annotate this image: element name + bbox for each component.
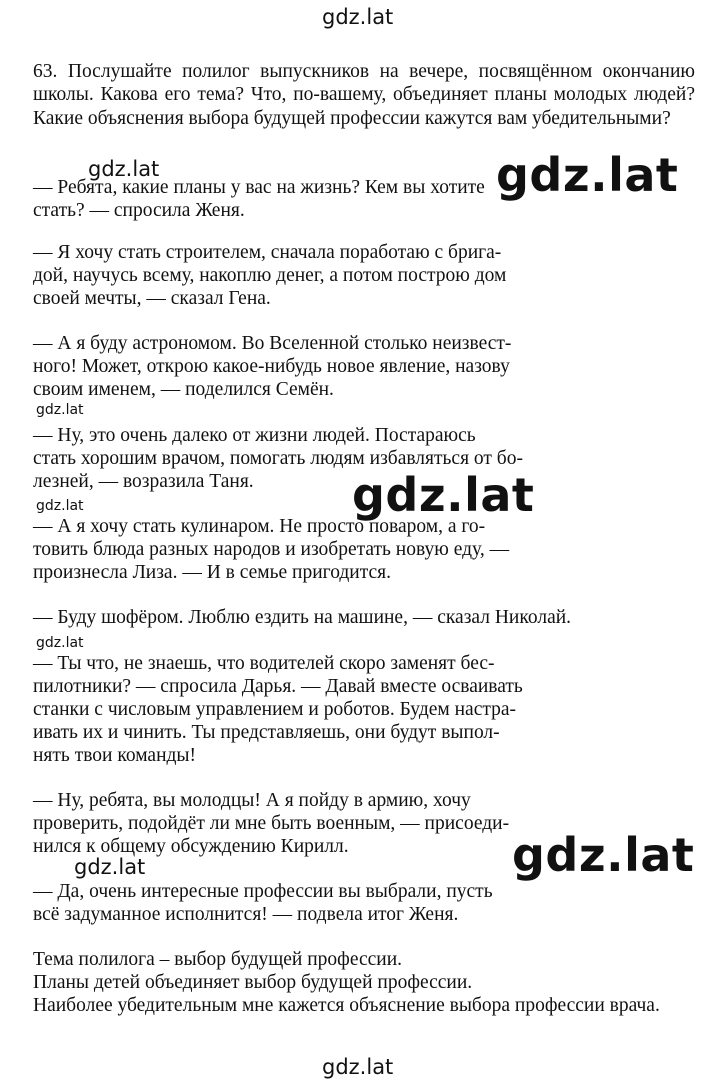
answer-line-1: Тема полилога – выбор будущей профессии.: [33, 949, 403, 970]
dialogue-semen-line-3: своим именем, — поделился Семён.: [33, 379, 334, 400]
watermark-big-3: gdz.lat: [512, 828, 695, 882]
dialogue-tanya-line-3: лезней, — возразила Таня.: [33, 471, 254, 492]
answer-line-2: Планы детей объединяет выбор будущей профессии.: [33, 972, 473, 993]
watermark-small-1: gdz.lat: [88, 157, 160, 181]
watermark-small-5: gdz.lat: [74, 855, 146, 879]
dialogue-kirill-line-1: — Ну, ребята, вы молодцы! А я пойду в армию, хочу: [33, 790, 471, 811]
dialogue-liza-line-2: товить блюда разных народов и изобретать новую еду, —: [33, 539, 510, 560]
watermark-small-2: gdz.lat: [36, 402, 84, 418]
dialogue-nikolai-line-1: — Буду шофёром. Люблю ездить на машине, — сказал Николай.: [33, 607, 572, 628]
dialogue-gena-line-3: своей мечты, — сказал Гена.: [33, 288, 271, 309]
dialogue-liza-line-1: — А я хочу стать кулинаром. Не просто поваром, а го-: [33, 516, 486, 537]
dialogue-kirill-line-2: проверить, подойдёт ли мне быть военным, — присоеди-: [33, 813, 510, 834]
dialogue-tanya-line-1: — Ну, это очень далеко от жизни людей. Постараюсь: [33, 425, 476, 446]
dialogue-darya-line-5: нять твои команды!: [33, 745, 197, 766]
answer-line-3: Наиболее убедительным мне кажется объяснение выбора профессии врача.: [33, 995, 660, 1016]
watermark-big-1: gdz.lat: [496, 148, 679, 202]
dialogue-liza-line-3: произнесла Лиза. — И в семье пригодится.: [33, 562, 391, 583]
watermark-small-3: gdz.lat: [36, 498, 84, 514]
dialogue-darya-line-1: — Ты что, не знаешь, что водителей скоро заменят бес-: [33, 653, 495, 674]
dialogue-gena-line-1: — Я хочу стать строителем, сначала поработаю с брига-: [33, 242, 502, 263]
dialogue-semen-line-1: — А я буду астрономом. Во Вселенной столько неизвест-: [33, 333, 512, 354]
task-text: 63. Послушайте полилог выпускников на вечере, посвящённом окончанию школы. Какова его тема? Что, по-вашему, объединяет планы молодых людей? Какие объяснения выбора будущей профессии кажутся вам убедительными?: [33, 61, 695, 129]
dialogue-tanya-line-2: стать хорошим врачом, помогать людям избавляться от бо-: [33, 448, 523, 469]
watermark-big-2: gdz.lat: [352, 468, 535, 522]
watermark-bottom: gdz.lat: [322, 1055, 394, 1079]
dialogue-kirill-line-3: нился к общему обсуждению Кирилл.: [33, 836, 349, 857]
dialogue-zhenya-end-line-2: всё задуманное исполнится! — подвела итог Женя.: [33, 904, 459, 925]
dialogue-darya-line-3: станки с числовым управлением и роботов. Будем настра-: [33, 699, 517, 720]
dialogue-semen-line-2: ного! Может, открою какое-нибудь новое явление, назову: [33, 356, 510, 377]
dialogue-gena-line-2: дой, научусь всему, накоплю денег, а потом построю дом: [33, 265, 507, 286]
watermark-top: gdz.lat: [322, 5, 394, 29]
dialogue-zhenya-q-line-1: — Ребята, какие планы у вас на жизнь? Кем вы хотите: [33, 177, 485, 198]
dialogue-zhenya-q-line-2: стать? — спросила Женя.: [33, 200, 245, 221]
watermark-small-4: gdz.lat: [36, 635, 84, 651]
dialogue-darya-line-2: пилотники? — спросила Дарья. — Давай вместе осваивать: [33, 676, 523, 697]
dialogue-darya-line-4: ивать их и чинить. Ты представляешь, они будут выпол-: [33, 722, 500, 743]
dialogue-zhenya-end-line-1: — Да, очень интересные профессии вы выбрали, пусть: [33, 881, 493, 902]
